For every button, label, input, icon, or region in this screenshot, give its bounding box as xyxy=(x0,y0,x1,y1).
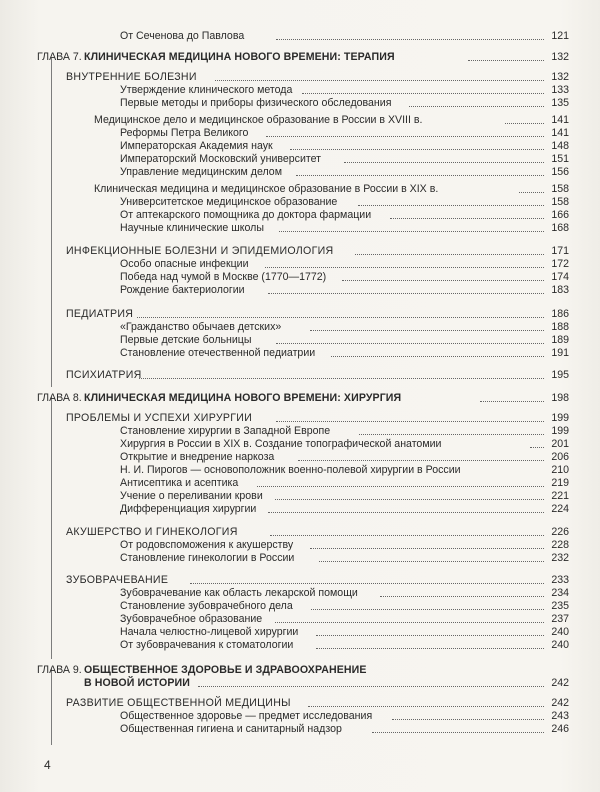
toc-entry xyxy=(0,127,600,140)
toc-entry-title: Общественное здоровье — предмет исследования xyxy=(120,710,373,722)
toc-entry-page: 237 xyxy=(551,613,569,625)
chapter-label: ГЛАВА 7. xyxy=(37,51,82,63)
toc-entry xyxy=(0,639,600,652)
toc-section xyxy=(0,697,600,710)
toc-entry xyxy=(0,464,600,477)
toc-entry xyxy=(0,284,600,297)
dot-leader xyxy=(310,548,544,549)
toc-entry xyxy=(0,723,600,736)
dot-leader xyxy=(380,596,544,597)
dot-leader xyxy=(290,149,544,150)
dot-leader xyxy=(310,330,544,331)
dot-leader xyxy=(298,460,544,461)
toc-entry-page: 232 xyxy=(551,552,569,564)
toc-section xyxy=(0,245,600,258)
toc-entry-title: Первые детские больницы xyxy=(120,334,252,346)
dot-leader xyxy=(355,254,544,255)
toc-entry-page: 219 xyxy=(551,477,569,489)
toc-entry-title: Антисептика и асептика xyxy=(120,477,239,489)
section-page: 199 xyxy=(551,412,569,424)
chapter-9-heading-continued xyxy=(0,677,600,690)
chapter-page: 242 xyxy=(551,677,569,689)
toc-entry xyxy=(0,30,600,43)
toc-entry-page: 121 xyxy=(551,30,569,42)
toc-entry-page: 224 xyxy=(551,503,569,515)
toc-entry-page: 191 xyxy=(551,347,569,359)
toc-entry xyxy=(0,425,600,438)
chapter-9-heading xyxy=(0,664,600,677)
dot-leader xyxy=(275,499,544,500)
dot-leader xyxy=(530,447,544,448)
toc-entry-title: От родовспоможения к акушерству xyxy=(120,539,294,551)
toc-entry xyxy=(0,140,600,153)
chapter-7-heading xyxy=(0,51,600,64)
chapter-label: ГЛАВА 8. xyxy=(37,392,82,404)
section-title: ПЕДИАТРИЯ xyxy=(66,308,134,320)
toc-entry-title: Победа над чумой в Москве (1770—1772) xyxy=(120,271,327,283)
dot-leader xyxy=(198,686,544,687)
toc-entry-page: 135 xyxy=(551,97,569,109)
dot-leader xyxy=(270,535,544,536)
dot-leader xyxy=(409,106,544,107)
toc-entry-page: 201 xyxy=(551,438,569,450)
toc-entry-page: 234 xyxy=(551,587,569,599)
toc-entry-title: Н. И. Пирогов — основоположник военно-полевой хирургии в России xyxy=(120,464,461,476)
dot-leader xyxy=(316,648,544,649)
toc-entry xyxy=(0,97,600,110)
dot-leader xyxy=(276,39,544,40)
dot-leader xyxy=(268,512,544,513)
dot-leader xyxy=(215,80,544,81)
toc-entry-title: Первые методы и приборы физического обследования xyxy=(120,97,392,109)
toc-subsection xyxy=(0,114,600,127)
subsection-title: Клиническая медицина и медицинское образование в России в XIX в. xyxy=(94,183,439,195)
toc-entry-title: Становление хирургии в Западной Европе xyxy=(120,425,331,437)
dot-leader xyxy=(468,60,544,61)
dot-leader xyxy=(265,267,544,268)
section-page: 233 xyxy=(551,574,569,586)
dot-leader xyxy=(331,356,544,357)
toc-entry-title: Зубоврачебное образование xyxy=(120,613,263,625)
toc-entry-page: 141 xyxy=(551,127,569,139)
toc-entry-title: Учение о переливании крови xyxy=(120,490,263,502)
toc-entry-title: Становление гинекологии в России xyxy=(120,552,295,564)
dot-leader xyxy=(319,561,544,562)
toc-entry-title: От Сеченова до Павлова xyxy=(120,30,245,42)
toc-entry-title: Императорская Академия наук xyxy=(120,140,273,152)
section-title: ВНУТРЕННИЕ БОЛЕЗНИ xyxy=(66,71,197,83)
toc-entry xyxy=(0,153,600,166)
dot-leader xyxy=(275,622,544,623)
chapter-8-heading xyxy=(0,392,600,405)
toc-entry xyxy=(0,587,600,600)
toc-entry-page: 243 xyxy=(551,710,569,722)
section-page: 195 xyxy=(551,369,569,381)
toc-entry xyxy=(0,166,600,179)
dot-leader xyxy=(190,583,544,584)
chapter-title-line-2: В НОВОЙ ИСТОРИИ xyxy=(84,677,190,689)
toc-entry-page: 188 xyxy=(551,321,569,333)
page-number: 4 xyxy=(44,758,51,772)
toc-entry xyxy=(0,477,600,490)
dot-leader xyxy=(311,609,544,610)
section-page: 132 xyxy=(551,71,569,83)
toc-entry xyxy=(0,539,600,552)
toc-entry-title: Открытие и внедрение наркоза xyxy=(120,451,275,463)
toc-entry-page: 240 xyxy=(551,626,569,638)
toc-entry-page: 210 xyxy=(551,464,569,476)
toc-entry-title: Особо опасные инфекции xyxy=(120,258,249,270)
toc-entry-page: 156 xyxy=(551,166,569,178)
dot-leader xyxy=(316,635,544,636)
toc-entry-title: Дифференциация хирургии xyxy=(120,503,257,515)
toc-section xyxy=(0,71,600,84)
toc-entry xyxy=(0,196,600,209)
toc-entry-title: Зубоврачевание как область лекарской помощи xyxy=(120,587,358,599)
toc-entry-page: 172 xyxy=(551,258,569,270)
toc-entry xyxy=(0,347,600,360)
section-title: ПСИХИАТРИЯ xyxy=(66,369,142,381)
dot-leader xyxy=(257,486,544,487)
toc-entry xyxy=(0,451,600,464)
chapter-title: КЛИНИЧЕСКАЯ МЕДИЦИНА НОВОГО ВРЕМЕНИ: ХИРУРГИЯ xyxy=(84,392,402,404)
toc-entry-page: 148 xyxy=(551,140,569,152)
toc-entry-title: Управление медицинским делом xyxy=(120,166,282,178)
toc-entry-page: 174 xyxy=(551,271,569,283)
subsection-page: 141 xyxy=(551,114,569,126)
toc-entry xyxy=(0,271,600,284)
dot-leader xyxy=(519,192,544,193)
toc-entry-title: Рождение бактериологии xyxy=(120,284,245,296)
toc-entry-page: 189 xyxy=(551,334,569,346)
section-title: ЗУБОВРАЧЕВАНИЕ xyxy=(66,574,169,586)
chapter-title: ОБЩЕСТВЕННОЕ ЗДОРОВЬЕ И ЗДРАВООХРАНЕНИЕ xyxy=(84,664,367,676)
chapter-page: 132 xyxy=(551,51,569,63)
toc-entry-page: 133 xyxy=(551,84,569,96)
toc-entry-title: Начала челюстно-лицевой хирургии xyxy=(120,626,299,638)
section-page: 171 xyxy=(551,245,569,257)
toc-entry xyxy=(0,503,600,516)
dot-leader xyxy=(279,231,544,232)
dot-leader xyxy=(302,93,544,94)
toc-entry-title: Императорский Московский университет xyxy=(120,153,321,165)
dot-leader xyxy=(308,706,544,707)
toc-entry xyxy=(0,438,600,451)
toc-entry xyxy=(0,490,600,503)
toc-entry xyxy=(0,222,600,235)
toc-entry-page: 199 xyxy=(551,425,569,437)
toc-entry-page: 151 xyxy=(551,153,569,165)
dot-leader xyxy=(137,317,544,318)
dot-leader xyxy=(390,218,544,219)
toc-entry-title: От аптекарского помощника до доктора фармации xyxy=(120,209,372,221)
toc-section xyxy=(0,526,600,539)
section-title: ПРОБЛЕМЫ И УСПЕХИ ХИРУРГИИ xyxy=(66,412,253,424)
toc-entry-title: От зубоврачевания к стоматологии xyxy=(120,639,294,651)
section-page: 226 xyxy=(551,526,569,538)
toc-entry-page: 228 xyxy=(551,539,569,551)
dot-leader xyxy=(268,293,544,294)
toc-entry-title: Становление зубоврачебного дела xyxy=(120,600,293,612)
dot-leader xyxy=(358,205,544,206)
subsection-title: Медицинское дело и медицинское образование в России в XVIII в. xyxy=(94,114,423,126)
toc-entry xyxy=(0,258,600,271)
dot-leader xyxy=(372,732,544,733)
toc-subsection xyxy=(0,183,600,196)
toc-section xyxy=(0,369,600,382)
toc-entry-page: 221 xyxy=(551,490,569,502)
dot-leader xyxy=(480,401,544,402)
section-title: АКУШЕРСТВО И ГИНЕКОЛОГИЯ xyxy=(66,526,238,538)
toc-entry-title: Общественная гигиена и санитарный надзор xyxy=(120,723,342,735)
toc-entry-page: 206 xyxy=(551,451,569,463)
dot-leader xyxy=(276,421,544,422)
toc-entry xyxy=(0,600,600,613)
toc-section xyxy=(0,574,600,587)
chapter-page: 198 xyxy=(551,392,569,404)
toc-entry xyxy=(0,84,600,97)
dot-leader xyxy=(276,343,544,344)
section-title: ИНФЕКЦИОННЫЕ БОЛЕЗНИ И ЭПИДЕМИОЛОГИЯ xyxy=(66,245,334,257)
section-page: 186 xyxy=(551,308,569,320)
dot-leader xyxy=(266,136,544,137)
toc-entry-page: 183 xyxy=(551,284,569,296)
dot-leader xyxy=(342,280,544,281)
toc-entry-page: 168 xyxy=(551,222,569,234)
toc-entry-page: 158 xyxy=(551,196,569,208)
toc-entry xyxy=(0,334,600,347)
toc-entry-page: 240 xyxy=(551,639,569,651)
toc-section xyxy=(0,308,600,321)
toc-entry-title: Хирургия в России в XIX в. Создание топографической анатомии xyxy=(120,438,442,450)
toc-entry-title: Университетское медицинское образование xyxy=(120,196,338,208)
toc-entry xyxy=(0,321,600,334)
dot-leader xyxy=(359,434,544,435)
toc-entry-page: 166 xyxy=(551,209,569,221)
dot-leader xyxy=(505,123,544,124)
dot-leader xyxy=(139,378,544,379)
dot-leader xyxy=(296,175,544,176)
subsection-page: 158 xyxy=(551,183,569,195)
dot-leader xyxy=(344,162,544,163)
toc-entry-title: Научные клинические школы xyxy=(120,222,264,234)
toc-entry-title: «Гражданство обычаев детских» xyxy=(120,321,282,333)
section-title: РАЗВИТИЕ ОБЩЕСТВЕННОЙ МЕДИЦИНЫ xyxy=(66,697,291,709)
toc-entry xyxy=(0,209,600,222)
toc-entry xyxy=(0,626,600,639)
toc-entry-title: Утверждение клинического метода xyxy=(120,84,293,96)
toc-entry xyxy=(0,613,600,626)
toc-entry-page: 235 xyxy=(551,600,569,612)
toc-section xyxy=(0,412,600,425)
chapter-title: КЛИНИЧЕСКАЯ МЕДИЦИНА НОВОГО ВРЕМЕНИ: ТЕРАПИЯ xyxy=(84,51,395,63)
chapter-label: ГЛАВА 9. xyxy=(37,664,82,676)
section-page: 242 xyxy=(551,697,569,709)
toc-entry-page: 246 xyxy=(551,723,569,735)
toc-entry xyxy=(0,552,600,565)
toc-entry-title: Становление отечественной педиатрии xyxy=(120,347,316,359)
toc-entry-title: Реформы Петра Великого xyxy=(120,127,249,139)
toc-entry xyxy=(0,710,600,723)
dot-leader xyxy=(392,719,544,720)
